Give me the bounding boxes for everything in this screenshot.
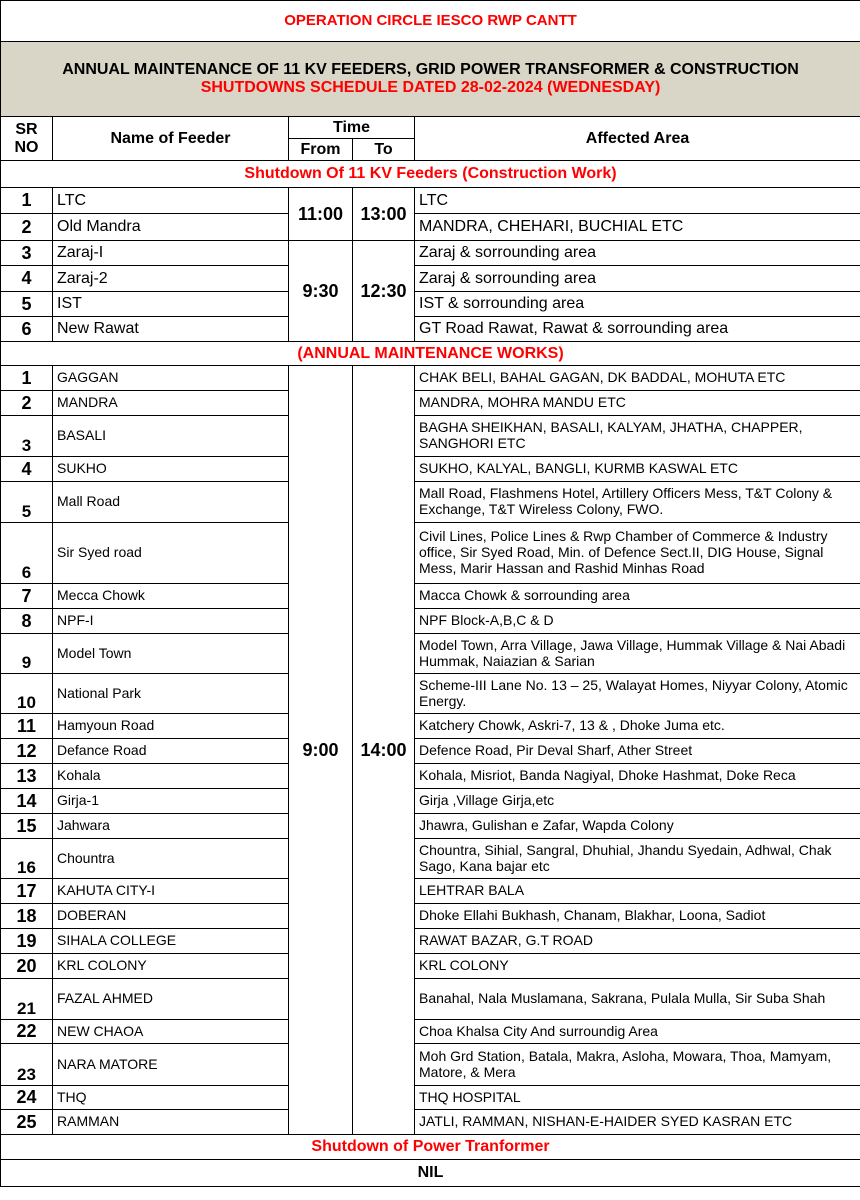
table-row (1, 416, 860, 457)
sr-number: 22 (1, 1020, 53, 1044)
affected-area: CHAK BELI, BAHAL GAGAN, DK BADDAL, MOHUTA ETC (415, 366, 860, 391)
affected-area: SUKHO, KALYAL, BANGLI, KURMB KASWAL ETC (415, 457, 860, 482)
feeder-name: Kohala (53, 764, 289, 789)
affected-area: MANDRA, MOHRA MANDU ETC (415, 391, 860, 416)
table-row (1, 634, 860, 674)
affected-area: Katchery Chowk, Askri-7, 13 & , Dhoke Juma etc. (415, 714, 860, 739)
feeder-name: Zaraj-I (53, 241, 289, 266)
feeder-name: Model Town (53, 634, 289, 674)
table-row (1, 482, 860, 523)
affected-area: Mall Road, Flashmens Hotel, Artillery Officers Mess, T&T Colony & Exchange, T&T Wireless Colony, FWO. (415, 482, 860, 523)
table-row (1, 814, 860, 839)
feeder-name: Hamyoun Road (53, 714, 289, 739)
affected-area: Zaraj & sorrounding area (415, 241, 860, 266)
affected-area: Chountra, Sihial, Sangral, Dhuhial, Jhandu Syedain, Adhwal, Chak Sago, Kana bajar etc (415, 839, 860, 879)
column-header-sr: SR NO (1, 117, 53, 161)
table-row (1, 954, 860, 979)
affected-area: Choa Khalsa City And surroundig Area (415, 1020, 860, 1044)
affected-area: Macca Chowk & sorrounding area (415, 584, 860, 609)
section-title-power-transformer: Shutdown of Power Tranformer (1, 1135, 860, 1160)
column-header-area: Affected Area (415, 117, 860, 161)
section-title-maintenance: (ANNUAL MAINTENANCE WORKS) (1, 342, 860, 366)
column-header-from: From (289, 139, 353, 161)
sr-number: 20 (1, 954, 53, 979)
sr-number: 1 (1, 188, 53, 214)
feeder-name: KRL COLONY (53, 954, 289, 979)
table-row (1, 714, 860, 739)
feeder-name: GAGGAN (53, 366, 289, 391)
time-from: 9:00 (289, 366, 353, 1135)
sr-number: 2 (1, 391, 53, 416)
table-row (1, 609, 860, 634)
sr-number: 19 (1, 929, 53, 954)
affected-area: LTC (415, 188, 860, 214)
sr-number: 9 (1, 634, 53, 674)
feeder-name: Mecca Chowk (53, 584, 289, 609)
column-header-feeder: Name of Feeder (53, 117, 289, 161)
affected-area: Defence Road, Pir Deval Sharf, Ather Street (415, 739, 860, 764)
table-row (1, 879, 860, 904)
feeder-name: NEW CHAOA (53, 1020, 289, 1044)
affected-area: Moh Grd Station, Batala, Makra, Asloha, Mowara, Thoa, Mamyam, Matore, & Mera (415, 1044, 860, 1086)
table-row (1, 266, 860, 292)
feeder-name: National Park (53, 674, 289, 714)
table-row (1, 188, 860, 214)
table-row (1, 457, 860, 482)
section-row (1, 1160, 860, 1187)
sr-number: 6 (1, 317, 53, 342)
affected-area: BAGHA SHEIKHAN, BASALI, KALYAM, JHATHA, CHAPPER, SANGHORI ETC (415, 416, 860, 457)
table-row (1, 789, 860, 814)
time-to: 12:30 (353, 241, 415, 342)
feeder-name: Sir Syed road (53, 523, 289, 584)
table-row (1, 366, 860, 391)
feeder-name: Defance Road (53, 739, 289, 764)
page-title: OPERATION CIRCLE IESCO RWP CANTT (1, 1, 860, 42)
sr-number: 23 (1, 1044, 53, 1086)
table-row (1, 904, 860, 929)
affected-area: RAWAT BAZAR, G.T ROAD (415, 929, 860, 954)
sr-number: 16 (1, 839, 53, 879)
schedule-subtitle (1, 42, 860, 117)
table-row (1, 839, 860, 879)
affected-area: NPF Block-A,B,C & D (415, 609, 860, 634)
sr-number: 4 (1, 266, 53, 292)
column-header-time: Time (289, 117, 415, 139)
feeder-name: LTC (53, 188, 289, 214)
time-to: 14:00 (353, 366, 415, 1135)
table-row (1, 214, 860, 241)
sr-number: 5 (1, 482, 53, 523)
time-from: 9:30 (289, 241, 353, 342)
section-title-construction: Shutdown Of 11 KV Feeders (Construction Work) (1, 161, 860, 188)
sr-number: 10 (1, 674, 53, 714)
sr-number: 12 (1, 739, 53, 764)
affected-area: Girja ,Village Girja,etc (415, 789, 860, 814)
feeder-name: KAHUTA CITY-I (53, 879, 289, 904)
sr-number: 18 (1, 904, 53, 929)
affected-area: Zaraj & sorrounding area (415, 266, 860, 292)
affected-area: Dhoke Ellahi Bukhash, Chanam, Blakhar, Loona, Sadiot (415, 904, 860, 929)
sr-number: 24 (1, 1086, 53, 1110)
sr-number: 5 (1, 292, 53, 317)
time-from: 11:00 (289, 188, 353, 241)
table-row (1, 739, 860, 764)
sr-number: 6 (1, 523, 53, 584)
sr-number: 17 (1, 879, 53, 904)
subtitle-line-2: SHUTDOWNS SCHEDULE DATED 28-02-2024 (WEDNESDAY) (200, 79, 661, 96)
affected-area: GT Road Rawat, Rawat & sorrounding area (415, 317, 860, 342)
feeder-name: Zaraj-2 (53, 266, 289, 292)
affected-area: MANDRA, CHEHARI, BUCHIAL ETC (415, 214, 860, 241)
feeder-name: FAZAL AHMED (53, 979, 289, 1020)
column-header-to: To (353, 139, 415, 161)
affected-area: Kohala, Misriot, Banda Nagiyal, Dhoke Hashmat, Doke Reca (415, 764, 860, 789)
feeder-name: NARA MATORE (53, 1044, 289, 1086)
feeder-name: NPF-I (53, 609, 289, 634)
feeder-name: Old Mandra (53, 214, 289, 241)
sr-number: 14 (1, 789, 53, 814)
sr-number: 1 (1, 366, 53, 391)
sr-number: 3 (1, 241, 53, 266)
feeder-name: DOBERAN (53, 904, 289, 929)
affected-area: Banahal, Nala Muslamana, Sakrana, Pulala Mulla, Sir Suba Shah (415, 979, 860, 1020)
table-row (1, 241, 860, 266)
affected-area: LEHTRAR BALA (415, 879, 860, 904)
sr-number: 11 (1, 714, 53, 739)
section-row (1, 1135, 860, 1160)
time-to: 13:00 (353, 188, 415, 241)
feeder-name: BASALI (53, 416, 289, 457)
table-row (1, 1044, 860, 1086)
table-row (1, 674, 860, 714)
feeder-name: Girja-1 (53, 789, 289, 814)
affected-area: Scheme-III Lane No. 13 – 25, Walayat Homes, Niyyar Colony, Atomic Energy. (415, 674, 860, 714)
table-row (1, 764, 860, 789)
subtitle-line-1: ANNUAL MAINTENANCE OF 11 KV FEEDERS, GRID POWER TRANSFORMER & CONSTRUCTION (62, 61, 799, 79)
sr-number: 21 (1, 979, 53, 1020)
sr-number: 7 (1, 584, 53, 609)
affected-area: Jhawra, Gulishan e Zafar, Wapda Colony (415, 814, 860, 839)
table-row (1, 523, 860, 584)
sr-number: 2 (1, 214, 53, 241)
sr-number: 25 (1, 1110, 53, 1135)
sr-number: 15 (1, 814, 53, 839)
table-row (1, 1110, 860, 1135)
feeder-name: SUKHO (53, 457, 289, 482)
affected-area: IST & sorrounding area (415, 292, 860, 317)
feeder-name: New Rawat (53, 317, 289, 342)
affected-area: KRL COLONY (415, 954, 860, 979)
feeder-name: Jahwara (53, 814, 289, 839)
feeder-name: SIHALA COLLEGE (53, 929, 289, 954)
affected-area: Model Town, Arra Village, Jawa Village, Hummak Village & Nai Abadi Hummak, Naiazian & Sarian (415, 634, 860, 674)
sr-number: 13 (1, 764, 53, 789)
sr-number: 8 (1, 609, 53, 634)
sr-number: 3 (1, 416, 53, 457)
table-row (1, 1020, 860, 1044)
feeder-name: MANDRA (53, 391, 289, 416)
table-row (1, 391, 860, 416)
affected-area: Civil Lines, Police Lines & Rwp Chamber of Commerce & Industry office, Sir Syed Road, Min. of Defence Sect.II, DIG House, Signal Mess, Marir Hassan and Rashid Minhas Road (415, 523, 860, 584)
affected-area: THQ HOSPITAL (415, 1086, 860, 1110)
feeder-name: RAMMAN (53, 1110, 289, 1135)
table-row (1, 979, 860, 1020)
feeder-name: IST (53, 292, 289, 317)
power-transformer-value: NIL (1, 1160, 860, 1187)
table-row (1, 317, 860, 342)
affected-area: JATLI, RAMMAN, NISHAN-E-HAIDER SYED KASRAN ETC (415, 1110, 860, 1135)
table-row (1, 292, 860, 317)
table-row (1, 584, 860, 609)
feeder-name: Mall Road (53, 482, 289, 523)
table-row (1, 1086, 860, 1110)
feeder-name: Chountra (53, 839, 289, 879)
table-row (1, 929, 860, 954)
feeder-name: THQ (53, 1086, 289, 1110)
section-row (1, 342, 860, 366)
sr-number: 4 (1, 457, 53, 482)
